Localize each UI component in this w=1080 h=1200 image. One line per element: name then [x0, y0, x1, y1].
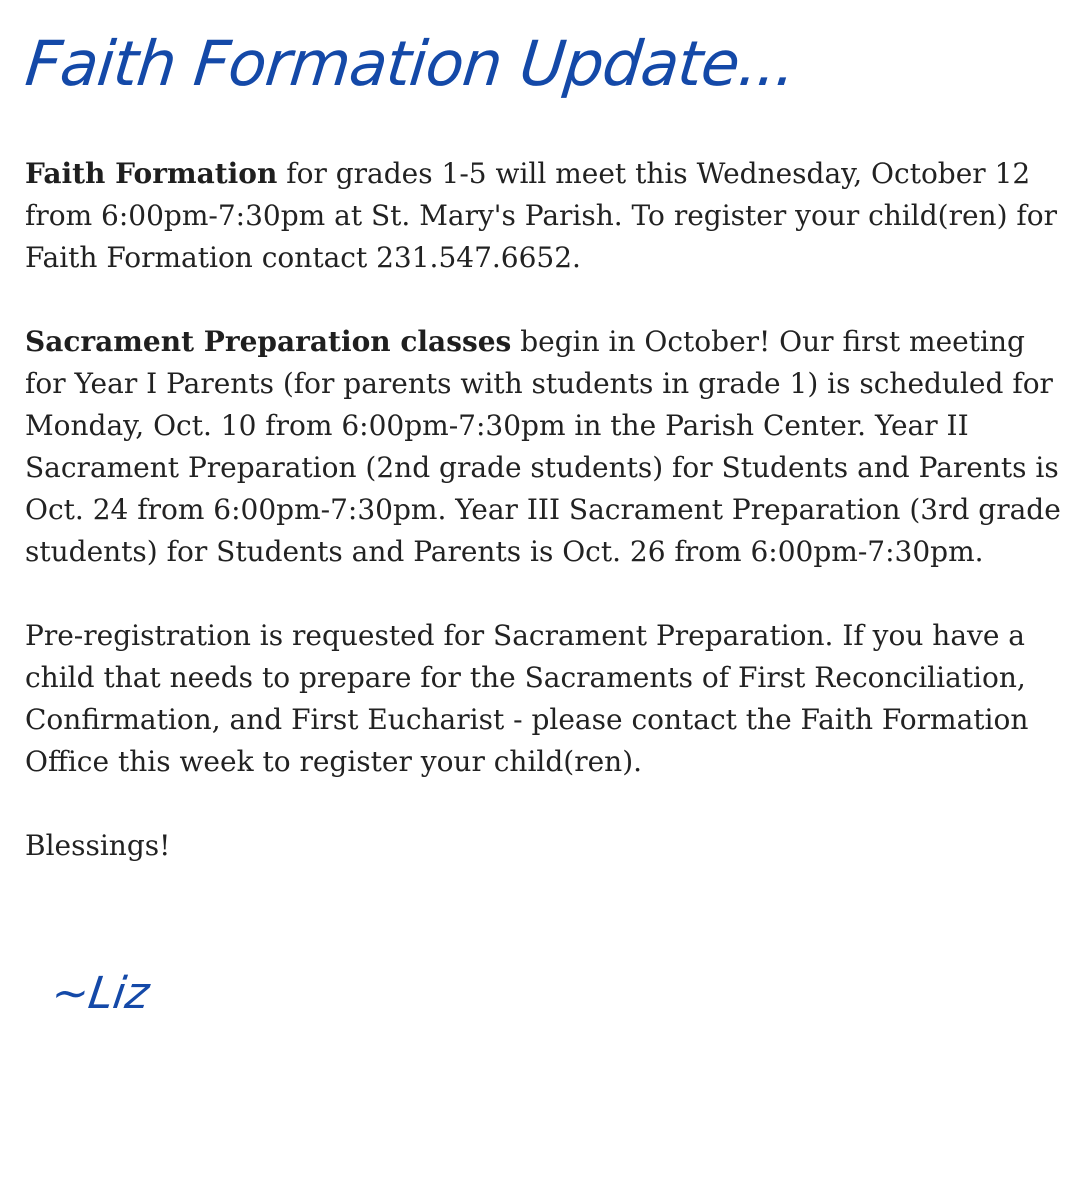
announcement-body: [25, 153, 1065, 909]
faith-formation-paragraph: [25, 153, 1065, 279]
page-title: Faith Formation Update...: [22, 27, 799, 100]
closing-text: Blessings!: [25, 829, 171, 862]
pre-registration-paragraph: [25, 615, 1065, 783]
sacrament-preparation-text: begin in October! Our first meeting for Year I Parents (for parents with students in grade 1) is scheduled for Monday, Oct. 10 from 6:00pm-7:30pm in the Parish Center. Year II Sacrament Preparation (2nd grade students) for Students and Parents is Oct. 24 from 6:00pm-7:30pm. Year III Sacrament Preparation (3rd grade students) for Students and Parents is Oct. 26 from 6:00pm-7:30pm.: [25, 325, 1061, 568]
sacrament-preparation-paragraph: [25, 321, 1065, 573]
pre-registration-text: Pre-registration is requested for Sacrament Preparation. If you have a child that needs to prepare for the Sacraments of First Reconciliation, Confirmation, and First Eucharist - please contact the Faith Formation Office this week to register your child(ren).: [25, 619, 1029, 778]
sacrament-preparation-heading: Sacrament Preparation classes: [25, 325, 512, 358]
faith-formation-heading: Faith Formation: [25, 157, 278, 190]
signature: ~Liz: [48, 968, 153, 1019]
faith-formation-text: for grades 1-5 will meet this Wednesday, October 12 from 6:00pm-7:30pm at St. Mary's Parish. To register your child(ren) for Faith Formation contact 231.547.6652.: [25, 157, 1058, 274]
